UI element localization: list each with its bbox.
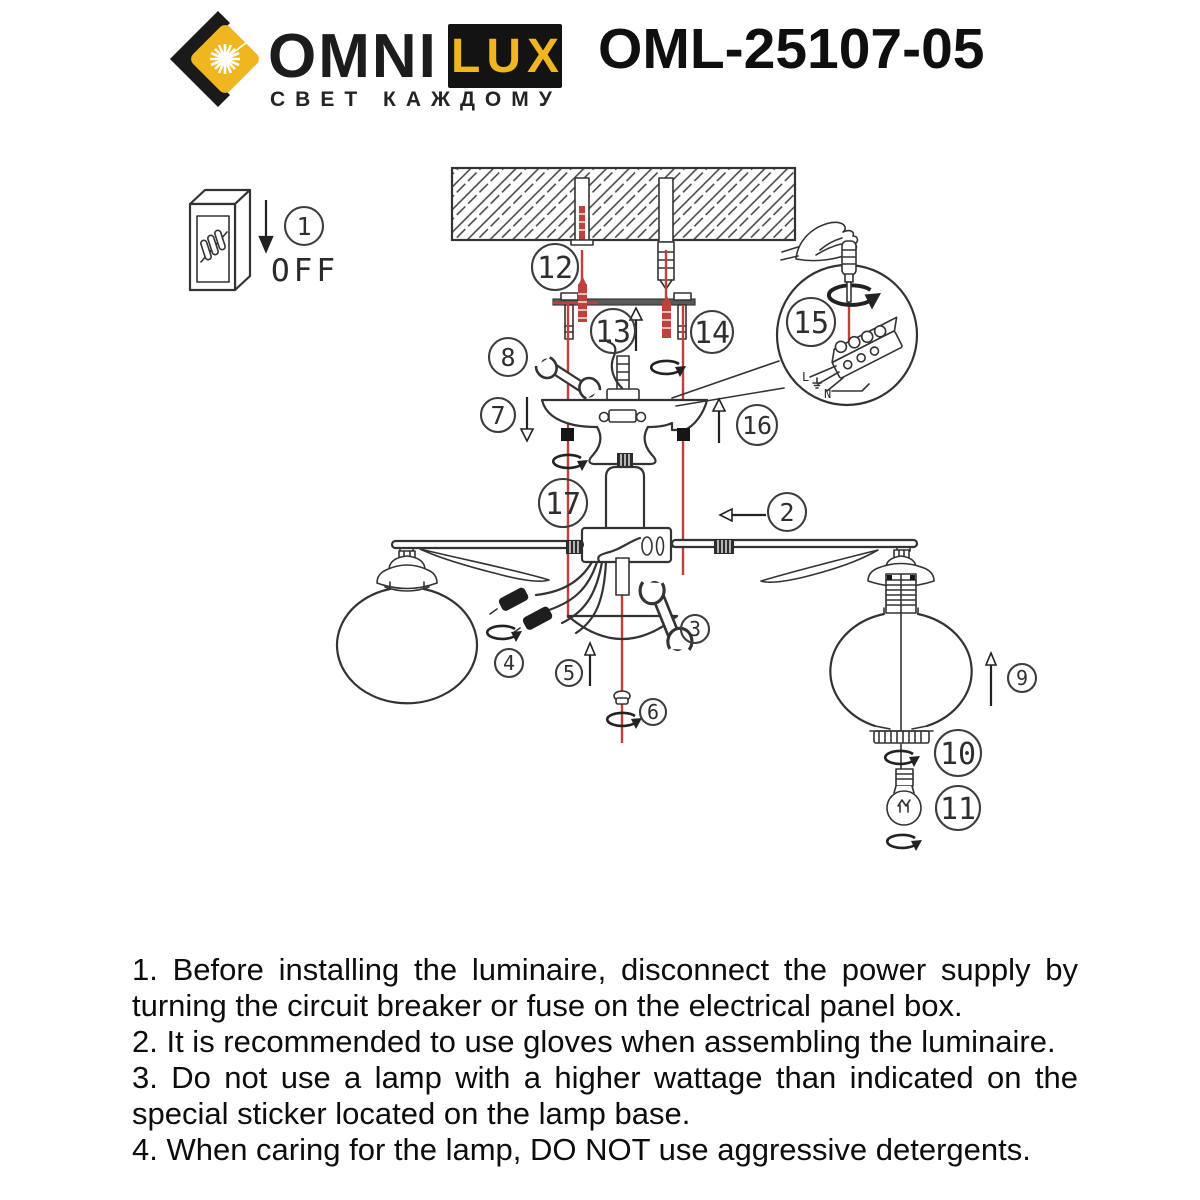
left-shade: [337, 551, 477, 703]
svg-text:12: 12: [536, 250, 574, 286]
brand-tagline: СВЕТ КАЖДОМУ: [270, 88, 562, 111]
off-label: OFF: [271, 253, 339, 289]
svg-text:17: 17: [544, 486, 582, 522]
callout-9: [1008, 664, 1036, 692]
rotate-icon: [607, 713, 642, 729]
callout-1: [285, 207, 323, 245]
instructions: [132, 952, 1078, 1168]
callout-8: [489, 338, 527, 376]
svg-text:7: 7: [490, 401, 506, 430]
assembly-diagram: [0, 130, 1200, 960]
ceiling-hatch: [452, 168, 795, 240]
rotate-icon: [829, 285, 881, 309]
svg-text:14: 14: [693, 315, 731, 351]
mounting-screw: [578, 276, 587, 322]
svg-text:9: 9: [1015, 666, 1029, 691]
line-label: L: [802, 370, 810, 384]
instruction-line: special sticker located on the lamp base.: [132, 1096, 691, 1131]
svg-text:4: 4: [502, 651, 516, 676]
rotate-icon: [487, 626, 522, 642]
callout-17: [539, 479, 587, 527]
callout-10: [935, 730, 981, 776]
svg-text:13: 13: [594, 314, 632, 350]
callout-15: [787, 298, 835, 346]
rotate-icon: [651, 361, 686, 377]
svg-text:15: 15: [792, 305, 830, 341]
rotate-icon: [553, 455, 588, 471]
instruction-line: 2. It is recommended to use gloves when assembling the luminaire.: [132, 1024, 1056, 1059]
omnilux-logo-icon: [162, 8, 264, 114]
instruction-line: 3. Do not use a lamp with a higher wattage than indicated on the: [132, 1060, 1078, 1095]
callout-12: [532, 244, 578, 290]
canopy-screw-hole: [677, 428, 690, 441]
callout-11: [936, 786, 980, 830]
neutral-label: N: [824, 387, 832, 401]
rotate-icon: [887, 835, 922, 851]
lux-badge: [448, 24, 565, 88]
callout-7: [481, 398, 515, 432]
screwdriver-icon: [842, 241, 856, 302]
ground-icon: [813, 378, 821, 388]
svg-text:2: 2: [779, 498, 795, 527]
instruction-line: turning the circuit breaker or fuse on the electrical panel box.: [132, 988, 963, 1023]
mounting-screw: [662, 295, 671, 338]
model-number: OML-25107-05: [598, 17, 985, 81]
callout-14: [691, 311, 733, 353]
threaded-stem: [616, 558, 629, 595]
instruction-line: 1. Before installing the luminaire, disconnect the power supply by: [132, 952, 1078, 987]
svg-text:16: 16: [741, 411, 773, 440]
rotate-icon: [885, 751, 920, 767]
callout-5: [556, 660, 582, 686]
svg-text:5: 5: [562, 661, 576, 686]
svg-text:11: 11: [939, 791, 977, 827]
arm-blade: [761, 550, 878, 582]
bulb-icon: [887, 769, 921, 825]
callout-6: [640, 699, 666, 725]
canopy-screw-hole: [561, 428, 574, 441]
svg-text:3: 3: [688, 617, 702, 642]
svg-text:6: 6: [646, 700, 660, 725]
finial: [614, 691, 630, 704]
callout-16: [737, 405, 777, 445]
callout-2: [768, 493, 806, 531]
arm-blade: [420, 549, 549, 581]
gallery-ring: [870, 731, 933, 743]
callout-4: [495, 649, 523, 677]
brand-name: OMNI: [268, 22, 438, 91]
power-off-switch: [190, 190, 250, 290]
svg-text:8: 8: [500, 343, 516, 372]
svg-text:10: 10: [939, 736, 977, 772]
instruction-line: 4. When caring for the lamp, DO NOT use aggressive detergents.: [132, 1132, 1031, 1167]
lux-badge-label: LUX: [451, 29, 565, 83]
callout-13: [591, 309, 635, 353]
svg-text:1: 1: [296, 212, 312, 241]
